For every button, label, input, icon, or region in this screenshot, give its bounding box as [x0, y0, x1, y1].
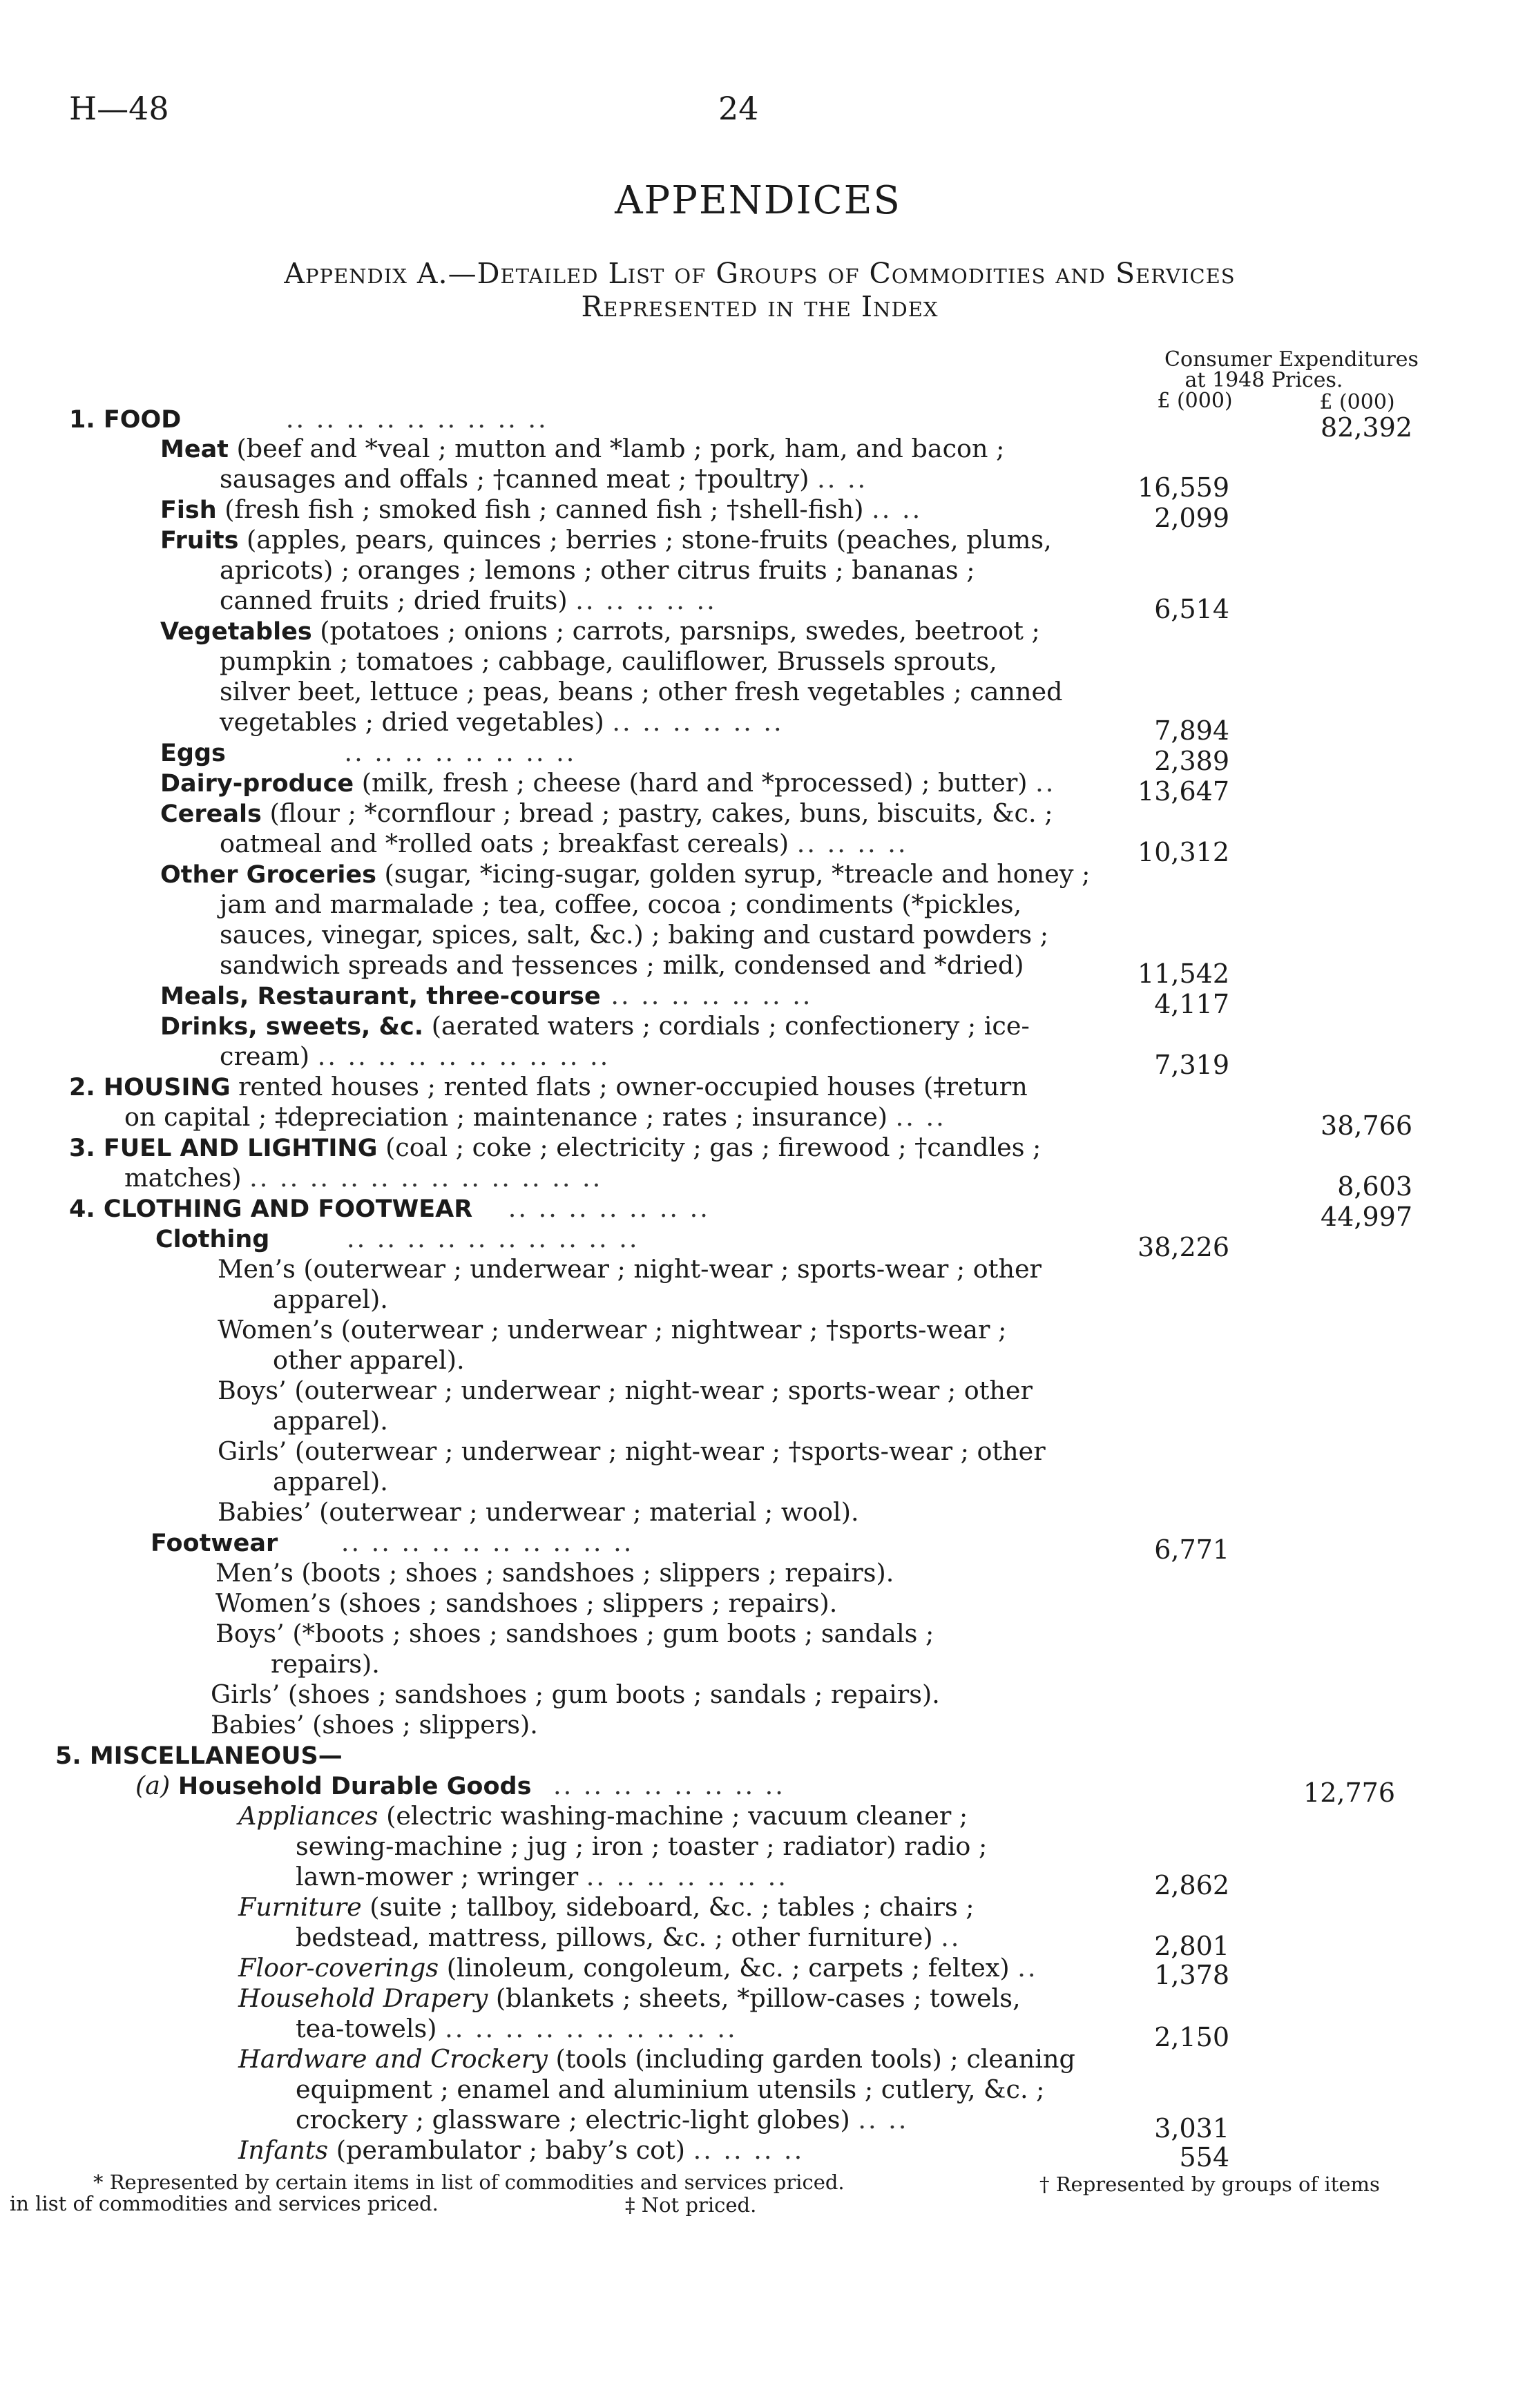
item-value-eggs: 2,389 — [1154, 746, 1229, 776]
subgroup-household: (a) Household Durable Goods .. .. .. .. .. .. .. .. — [135, 1771, 785, 1800]
group-label: 4. CLOTHING AND FOOTWEAR — [69, 1195, 473, 1223]
item-appliances-line-1 — [238, 1801, 968, 1831]
item-label-eggs: Eggs — [160, 740, 226, 767]
item-label-fruits: Fruits — [160, 527, 239, 555]
column-heading-line-1: Consumer Expenditures — [1164, 347, 1419, 372]
group-heading-misc — [55, 1740, 343, 1771]
group-label: 2. HOUSING — [69, 1074, 231, 1101]
item-text: (linoleum, congoleum, &c. ; carpets ; feltex) — [446, 1953, 1010, 1983]
footwear-mens: Men’s (boots ; shoes ; sandshoes ; slippers ; repairs). — [215, 1558, 894, 1588]
footnote-asterisk: * Represented by certain items in list of commodities and services priced. — [93, 2170, 845, 2194]
subgroup-label-clothing: Clothing — [155, 1226, 270, 1253]
item-drapery-line-2: tea-towels) .. .. .. .. .. .. .. .. .. .. — [296, 2014, 738, 2043]
group-heading-fuel — [69, 1133, 1041, 1164]
footnote-double-dagger: ‡ Not priced. — [625, 2193, 757, 2217]
item-fish-line-1: Fish (fresh fish ; smoked fish ; canned fish ; †shell-fish) .. .. — [160, 494, 923, 524]
group-total-food: 82,392 — [1321, 412, 1412, 443]
item-hardware-line-1 — [238, 2044, 1075, 2074]
item-value-fish: 2,099 — [1154, 503, 1229, 533]
item-value-infants: 554 — [1179, 2142, 1229, 2173]
item-value-drapery: 2,150 — [1154, 2022, 1229, 2052]
item-value-groceries: 11,542 — [1138, 959, 1229, 989]
page-number: 24 — [718, 90, 759, 127]
clothing-womens-line-2: other apparel). — [273, 1345, 465, 1375]
item-furniture-line-2: bedstead, mattress, pillows, &c. ; other furniture) .. — [296, 1923, 961, 1952]
item-hardware-line-3: crockery ; glassware ; electric-light globes) .. .. — [296, 2105, 909, 2135]
item-value-floor: 1,378 — [1154, 1960, 1229, 1990]
item-groceries-line-3: sauces, vinegar, spices, salt, &c.) ; baking and custard powders ; — [220, 920, 1048, 950]
group-text: on capital ; ‡depreciation ; maintenance ; rates ; insurance) — [124, 1102, 888, 1132]
clothing-mens-line-1: Men’s (outerwear ; underwear ; night-wear ; sports-wear ; other — [218, 1254, 1042, 1284]
item-cereals-line-1 — [160, 798, 1053, 829]
item-groceries-line-4: sandwich spreads and †essences ; milk, condensed and *dried) — [220, 950, 1024, 980]
item-infants-line-1: Infants (perambulator ; baby’s cot) .. .. .. .. — [238, 2135, 805, 2165]
group-total-clothing: 44,997 — [1321, 1202, 1412, 1232]
item-text: crockery ; glassware ; electric-light globes) — [296, 2105, 850, 2135]
item-value-hardware: 3,031 — [1154, 2113, 1229, 2144]
group-heading-food: 1. FOOD .. .. .. .. .. .. .. .. .. — [69, 404, 548, 434]
item-text: (beef and *veal ; mutton and *lamb ; pork, ham, and bacon ; — [236, 434, 1005, 463]
item-drinks-line-1 — [160, 1011, 1030, 1042]
clothing-boys-line-2: apparel). — [273, 1406, 388, 1436]
item-text: (blankets ; sheets, *pillow-cases ; towels, — [495, 1983, 1021, 2013]
item-label-meals: Meals, Restaurant, three-course — [160, 983, 601, 1010]
group-housing-line-2: on capital ; ‡depreciation ; maintenance ; rates ; insurance) .. .. — [124, 1102, 946, 1132]
item-text: tea-towels) — [296, 2014, 437, 2043]
item-meat-line-1 — [160, 434, 1004, 465]
item-text: (perambulator ; baby’s cot) — [336, 2135, 686, 2165]
group-text: rented houses ; rented flats ; owner-occupied houses (‡return — [238, 1072, 1028, 1101]
item-meals-line-1: Meals, Restaurant, three-course .. .. .. .. .. .. .. — [160, 981, 813, 1010]
item-value-dairy: 13,647 — [1138, 776, 1229, 807]
item-value-appliances: 2,862 — [1154, 1870, 1229, 1900]
item-value-meat: 16,559 — [1138, 472, 1229, 503]
appendix-title-line-1: Appendix A.—Detailed List of Groups of Commodities and Services — [284, 257, 1236, 290]
subgroup-prefix: (a) — [135, 1771, 171, 1800]
item-label-infants: Infants — [238, 2135, 329, 2165]
item-value-meals: 4,117 — [1154, 989, 1229, 1019]
subgroup-label-household: Household Durable Goods — [177, 1773, 532, 1800]
item-floor-line-1: Floor-coverings (linoleum, congoleum, &c. ; carpets ; feltex) .. — [238, 1953, 1038, 1983]
item-vegetables-line-4: vegetables ; dried vegetables) .. .. .. .. .. .. — [220, 707, 784, 737]
group-text: matches) — [124, 1163, 242, 1193]
clothing-mens-line-2: apparel). — [273, 1284, 388, 1314]
group-label: 1. FOOD — [69, 406, 182, 434]
item-label-drapery: Household Drapery — [238, 1983, 488, 2013]
item-value-drinks: 7,319 — [1154, 1050, 1229, 1080]
item-label-dairy: Dairy-produce — [160, 770, 354, 798]
item-groceries-line-2: jam and marmalade ; tea, coffee, cocoa ; condiments (*pickles, — [220, 889, 1022, 919]
subgroup-total-household: 12,776 — [1303, 1778, 1395, 1808]
clothing-womens-line-1: Women’s (outerwear ; underwear ; nightwear ; †sports-wear ; — [218, 1315, 1007, 1345]
group-total-housing: 38,766 — [1321, 1110, 1412, 1141]
footwear-girls: Girls’ (shoes ; sandshoes ; gum boots ; sandals ; repairs). — [211, 1679, 940, 1709]
item-fruits-line-2: apricots) ; oranges ; lemons ; other citrus fruits ; bananas ; — [220, 555, 975, 585]
footwear-boys-line-1: Boys’ (*boots ; shoes ; sandshoes ; gum boots ; sandals ; — [215, 1619, 934, 1648]
item-label-fish: Fish — [160, 497, 217, 524]
column-heading-line-2: at 1948 Prices. — [1184, 368, 1343, 392]
footwear-babies: Babies’ (shoes ; slippers). — [211, 1710, 538, 1740]
item-text: sausages and offals ; †canned meat ; †poultry) — [220, 464, 809, 494]
item-text: bedstead, mattress, pillows, &c. ; other furniture) — [296, 1923, 933, 1952]
group-heading-clothing: 4. CLOTHING AND FOOTWEAR .. .. .. .. .. .. .. — [69, 1193, 710, 1223]
item-text: (sugar, *icing-sugar, golden syrup, *treacle and honey ; — [384, 859, 1091, 889]
document-reference: H—48 — [69, 90, 169, 127]
item-meat-line-2: sausages and offals ; †canned meat ; †poultry) .. .. — [220, 464, 868, 494]
item-text: (fresh fish ; smoked fish ; canned fish ; †shell-fish) — [224, 494, 864, 524]
appendix-title-line-2: Represented in the Index — [581, 290, 939, 323]
group-label: 5. MISCELLANEOUS— — [55, 1742, 343, 1770]
subgroup-clothing: Clothing .. .. .. .. .. .. .. .. .. .. — [155, 1224, 640, 1253]
group-fuel-line-2: matches) .. .. .. .. .. .. .. .. .. .. .. .. — [124, 1163, 603, 1193]
item-text: (electric washing-machine ; vacuum cleaner ; — [386, 1801, 968, 1831]
item-hardware-line-2: equipment ; enamel and aluminium utensils ; cutlery, &c. ; — [296, 2074, 1045, 2104]
item-text: (potatoes ; onions ; carrots, parsnips, swedes, beetroot ; — [320, 616, 1040, 646]
item-appliances-line-2: sewing-machine ; jug ; iron ; toaster ; radiator) radio ; — [296, 1831, 988, 1861]
footnote-dagger-part-1: † Represented by groups of items — [1039, 2173, 1380, 2196]
group-text: (coal ; coke ; electricity ; gas ; firewood ; †candles ; — [385, 1133, 1042, 1162]
item-text: vegetables ; dried vegetables) — [220, 707, 604, 737]
item-fruits-line-1 — [160, 525, 1052, 556]
item-fruits-line-3: canned fruits ; dried fruits) .. .. .. .. .. — [220, 586, 717, 615]
item-text: canned fruits ; dried fruits) — [220, 586, 568, 615]
group-label: 3. FUEL AND LIGHTING — [69, 1135, 378, 1162]
item-text: (aerated waters ; cordials ; confectionery ; ice- — [431, 1011, 1030, 1041]
item-vegetables-line-3: silver beet, lettuce ; peas, beans ; other fresh vegetables ; canned — [220, 677, 1063, 706]
page-title: APPENDICES — [615, 178, 901, 223]
clothing-girls-line-2: apparel). — [273, 1467, 388, 1496]
item-value-cereals: 10,312 — [1138, 837, 1229, 867]
column-unit-1: £ (000) — [1157, 389, 1233, 413]
clothing-babies-line-1: Babies’ (outerwear ; underwear ; material ; wool). — [218, 1497, 859, 1527]
item-label-floor: Floor-coverings — [238, 1953, 439, 1983]
footwear-womens: Women’s (shoes ; sandshoes ; slippers ; repairs). — [215, 1588, 838, 1618]
item-value-vegetables: 7,894 — [1154, 715, 1229, 746]
item-text: cream) — [220, 1041, 310, 1071]
item-appliances-line-3: lawn-mower ; wringer .. .. .. .. .. .. .. — [296, 1862, 788, 1891]
footwear-boys-line-2: repairs). — [271, 1649, 380, 1679]
item-label-meat: Meat — [160, 436, 229, 463]
clothing-girls-line-1: Girls’ (outerwear ; underwear ; night-wear ; †sports-wear ; other — [218, 1436, 1046, 1466]
item-label-hardware: Hardware and Crockery — [238, 2044, 548, 2074]
column-unit-2: £ (000) — [1319, 390, 1395, 414]
subgroup-value-footwear: 6,771 — [1154, 1534, 1229, 1565]
item-label-cereals: Cereals — [160, 800, 262, 828]
item-drinks-line-2: cream) .. .. .. .. .. .. .. .. .. .. — [220, 1041, 611, 1071]
item-furniture-line-1 — [238, 1892, 975, 1923]
item-dairy-line-1: Dairy-produce (milk, fresh ; cheese (hard and *processed) ; butter) .. — [160, 768, 1056, 798]
subgroup-value-clothing: 38,226 — [1138, 1232, 1229, 1262]
item-eggs-line-1: Eggs .. .. .. .. .. .. .. .. — [160, 738, 577, 767]
item-value-furniture: 2,801 — [1154, 1931, 1229, 1961]
item-label-groceries: Other Groceries — [160, 861, 376, 889]
item-label-furniture: Furniture — [238, 1892, 362, 1922]
item-label-drinks: Drinks, sweets, &c. — [160, 1013, 424, 1041]
item-vegetables-line-2: pumpkin ; tomatoes ; cabbage, cauliflower, Brussels sprouts, — [220, 646, 997, 676]
item-text: (flour ; *cornflour ; bread ; pastry, cakes, buns, biscuits, &c. ; — [269, 798, 1053, 828]
item-drapery-line-1 — [238, 1983, 1021, 2014]
item-cereals-line-2: oatmeal and *rolled oats ; breakfast cereals) .. .. .. .. — [220, 829, 908, 858]
item-label-appliances: Appliances — [238, 1801, 378, 1831]
group-total-fuel: 8,603 — [1337, 1171, 1412, 1202]
clothing-boys-line-1: Boys’ (outerwear ; underwear ; night-wear ; sports-wear ; other — [218, 1376, 1033, 1405]
footnote-dagger-part-2: in list of commodities and services priced. — [10, 2192, 439, 2215]
item-text: lawn-mower ; wringer — [296, 1862, 579, 1891]
item-groceries-line-1 — [160, 859, 1090, 890]
item-value-fruits: 6,514 — [1154, 594, 1229, 624]
group-heading-housing — [69, 1072, 1028, 1103]
item-text: oatmeal and *rolled oats ; breakfast cereals) — [220, 829, 789, 858]
subgroup-footwear: Footwear .. .. .. .. .. .. .. .. .. .. — [151, 1528, 634, 1557]
item-text: (milk, fresh ; cheese (hard and *processed) ; butter) — [361, 768, 1028, 798]
subgroup-label-footwear: Footwear — [151, 1530, 278, 1557]
item-vegetables-line-1 — [160, 616, 1040, 647]
item-text: (suite ; tallboy, sideboard, &c. ; tables ; chairs ; — [370, 1892, 975, 1922]
item-label-vegetables: Vegetables — [160, 618, 312, 646]
item-text: (apples, pears, quinces ; berries ; stone-fruits (peaches, plums, — [247, 525, 1052, 555]
item-text: (tools (including garden tools) ; cleaning — [555, 2044, 1075, 2074]
